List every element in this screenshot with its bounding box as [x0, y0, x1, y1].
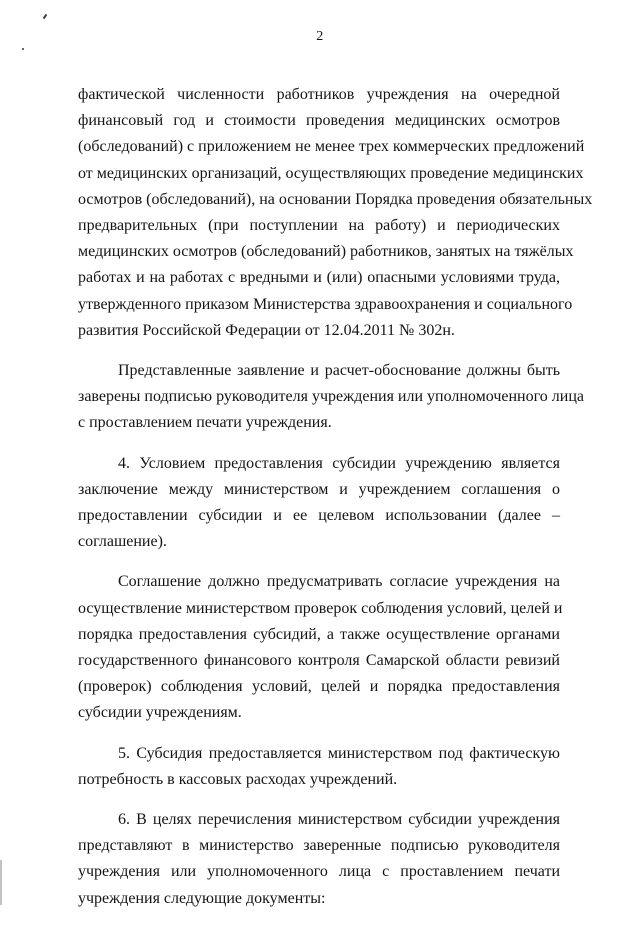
- text-line: соглашение).: [78, 533, 167, 551]
- text-line: утвержденного приказом Министерства здравоохранения и социального: [78, 295, 573, 313]
- text-line: осуществление министерством проверок соблюдения условий, целей и: [78, 599, 563, 617]
- text-line: развития Российской Федерации от 12.04.2011 № 302н.: [78, 321, 455, 339]
- text-line: Соглашение должно предусматривать согласие учреждения на: [118, 573, 560, 591]
- text-line: государственного финансового контроля Самарской области ревизий: [78, 652, 560, 670]
- text-line: медицинских осмотров (обследований) работников, занятых на тяжёлых: [78, 243, 574, 261]
- text-line: представляют в министерство заверенные подписью руководителя: [78, 837, 560, 855]
- scan-speck: [43, 14, 48, 19]
- text-line: учреждения следующие документы:: [78, 889, 326, 907]
- text-line: предварительных (при поступлении на работу) и периодических: [78, 217, 560, 235]
- scan-edge-shadow: [0, 860, 2, 905]
- text-line: с проставлением печати учреждения.: [78, 414, 332, 432]
- text-line: (обследований) с приложением не менее трех коммерческих предложений: [78, 138, 585, 156]
- text-line: 4. Условием предоставления субсидии учреждению является: [118, 454, 560, 472]
- text-line: субсидии учреждениям.: [78, 704, 242, 722]
- text-line: осмотров (обследований), на основании Порядка проведения обязательных: [78, 190, 593, 208]
- text-line: учреждения или уполномоченного лица с проставлением печати: [78, 863, 560, 881]
- text-line: потребность в кассовых расходах учреждений.: [78, 770, 398, 788]
- text-line: Представленные заявление и расчет-обоснование должны быть: [118, 362, 560, 380]
- text-line: фактической численности работников учреждения на очередной: [78, 86, 560, 103]
- paragraph: [78, 569, 563, 726]
- scan-speck: [22, 48, 24, 50]
- text-line: порядка предоставления субсидий, а также осуществление органами: [78, 625, 560, 643]
- paragraph: [78, 741, 560, 793]
- paragraph: [78, 807, 560, 912]
- text-line: (проверок) соблюдения условий, целей и порядка предоставления: [78, 678, 560, 696]
- paragraph: [78, 358, 584, 437]
- text-line: финансовый год и стоимости проведения медицинских осмотров: [78, 112, 560, 130]
- text-line: предоставлении субсидии и ее целевом использовании (далее –: [78, 507, 560, 525]
- text-line: работах и на работах с вредными и (или) опасными условиями труда,: [78, 269, 560, 287]
- paragraph: [78, 82, 593, 344]
- text-line: 5. Субсидия предоставляется министерством под фактическую: [118, 744, 560, 762]
- document-body: [78, 82, 593, 926]
- text-line: заключение между министерством и учреждением соглашения о: [78, 480, 560, 498]
- text-line: заверены подписью руководителя учреждения или уполномоченного лица: [78, 388, 584, 406]
- page-number: 2: [316, 29, 324, 44]
- text-line: 6. В целях перечисления министерством субсидии учреждения: [118, 811, 560, 829]
- text-line: от медицинских организаций, осуществляющих проведение медицинских: [78, 164, 584, 182]
- paragraph: [78, 451, 560, 556]
